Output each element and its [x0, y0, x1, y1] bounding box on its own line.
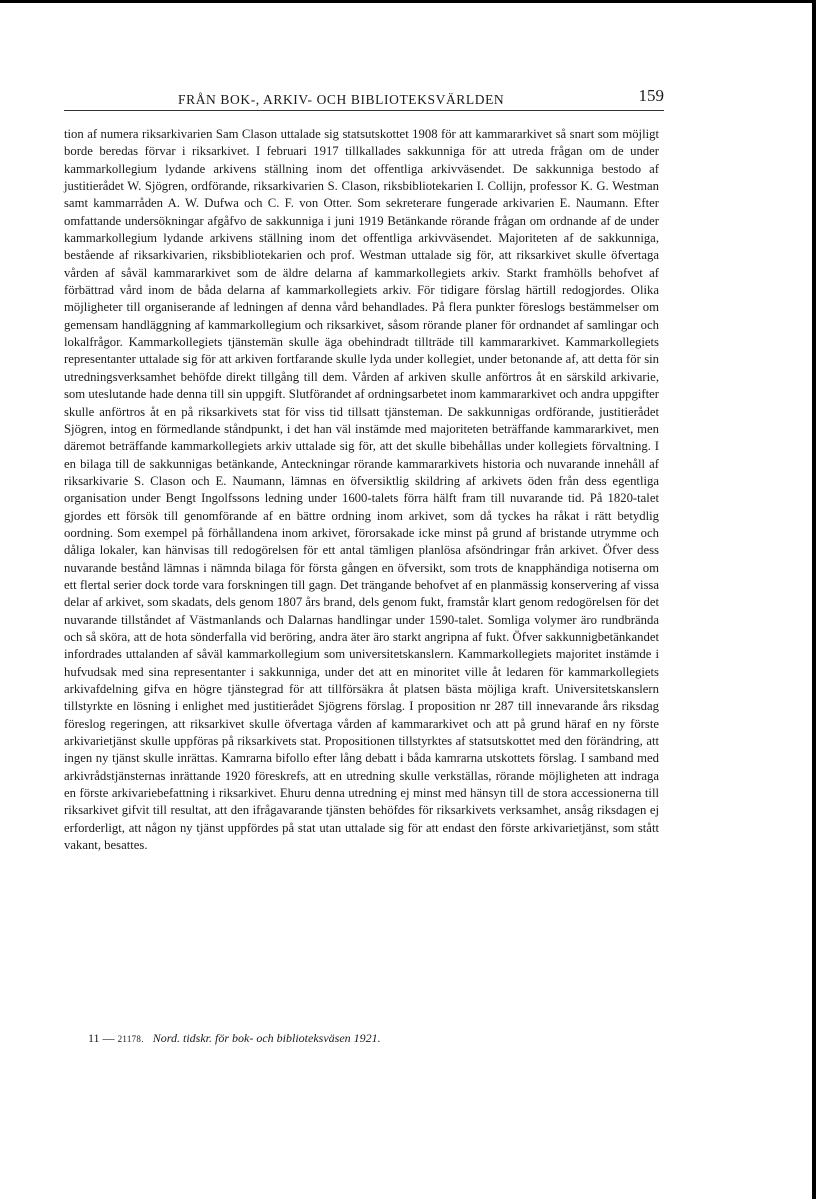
- signature-code: 21178.: [117, 1034, 144, 1044]
- scan-right-border: [812, 0, 816, 1199]
- page-number: 159: [638, 86, 664, 105]
- scan-top-border: [0, 0, 816, 3]
- page-footer: [88, 1031, 381, 1046]
- body-text: [64, 126, 659, 854]
- header-rule: [64, 110, 664, 111]
- sheet-number: 11 —: [88, 1031, 115, 1045]
- journal-title: Nord. tidskr. för bok- och biblioteksväsen 1921.: [152, 1031, 381, 1045]
- page-header: [64, 86, 664, 116]
- body-paragraph: tion af numera riksarkivarien Sam Clason uttalade sig statsutskottet 1908 för att kammararkivet så snart som möjligt borde beredas förvar i riksarkivet. I februari 1917 tillkallades sakkunniga för att utreda frågan om de under kammarkollegium lydande arkivens ställning inom det offentliga arkivväsendet. De sakkunniga bestodo af justitierådet W. Sjögren, ordförande, riksarkivarien S. Clason, riksbibliotekarien I. Collijn, professor K. G. Westman samt kammarråden A. W. Dufwa och C. F. von Otter. Som sekreterare fungerade arkivarien E. Naumann. Efter omfattande undersökningar afgåfvo de sakkunniga i juni 1919 Betänkande rörande frågan om ordnande af de under kammarkollegium lydande arkivens ställning inom det offentliga arkivväsendet. Majoriteten af de sakkunniga, bestående af riksarkivarien, riksbibliotekarien och prof. Westman uttalade sig för, att riksarkivet skulle öfvertaga vården af såväl kammararkivet som de äldre delarna af kammarkollegiets arkiv. Starkt framhölls behofvet af förbättrad vård inom de båda delarna af kammarkollegiets arkiv. För tidigare förslag härtill redogjordes. Olika möjligheter till organiserande af ledningen af denna vård behandlades. På flera punkter föreslogs bestämmelser om gemensam handläggning af kammarkollegium och riksarkivet, såsom rörande planer för ordnandet af samlingar och lokalfrågor. Kammarkollegiets tjänstemän skulle äga obehindradt tillträde till kammararkivet. Kammarkollegiets representanter uttalade sig för att arkiven fortfarande skulle lyda under kollegiet, under betonande af, att detta för sin utredningsverksamhet behöfde direkt tillgång till dem. Vården af arkiven skulle anförtros åt en särskild arkivarie, som uteslutande hade denna till sin uppgift. Slutförandet af ordningsarbetet inom kammararkivet och andra uppgifter skulle anförtros åt en på riksarkivets stat för viss tid tillsatt tjänsteman. De sakkunnigas ordförande, justitierådet Sjögren, intog en förmedlande ståndpunkt, i det han väl instämde med majoriteten beträffande kammararkivet, men däremot beträffande kammarkollegiets arkiv uttalade sig för, att det skulle bibehållas under kollegiets förvaltning. I en bilaga till de sakkunnigas betänkande, Anteckningar rörande kammararkivets historia och nuvarande innehåll af riksarkivarie S. Clason och E. Naumann, lämnas en öfversiktlig skildring af arkivets öden från dess egentliga organisation under Bengt Ingolfssons ledning under 1600-talets förra hälft fram till nuvarande tid. På 1820-talet gjordes ett försök till genomförande af en bättre ordning inom arkivet, som då tyckes ha råkat i rätt betydlig oordning. Som exempel på förhållandena inom arkivet, förorsakade icke minst på grund af bristande utrymme och dåliga lokaler, kan hänvisas till redogörelsen för ett antal tämligen planlösa afsöndringar från arkivet. Öfver dess nuvarande bestånd lämnas i nämnda bilaga för första gången en öfversikt, som trots de knapphändiga notiserna om ett flertal serier dock torde vara forskningen till gagn. Det trängande behofvet af en planmässig konservering af vissa delar af arkivet, som skadats, dels genom 1807 års brand, dels genom fukt, framstår klart genom redogörelsen för det nuvarande tillståndet af Västmanlands och Dalarnas handlingar under 1590-talet. Somliga volymer äro rundbrända och så sköra, att de hota sönderfalla vid beröring, andra äter äro starkt angripna af fukt. Öfver sakkunnigbetänkandet infordrades uttalanden af såväl kammarkollegium som universitetskanslern. Kammarkollegiets majoritet instämde i hufvudsak med sina representanter i sakkunniga, under det att en minoritet ville åt ledaren för kammarkollegiets arkivafdelning gifva en högre tjänstegrad för att tillförsäkra åt platsen bästa möjliga kraft. Universitetskanslern tillstyrkte en lösning i enlighet med justitierådet Sjögrens förslag. I proposition nr 287 till innevarande års riksdag föreslog regeringen, att riksarkivet skulle öfvertaga vården af kammararkivet och att på grund häraf en ny förste arkivarietjänst skulle uppföras på riksarkivets stat. Propositionen tillstyrktes af statsutskottet med den förändring, att ingen ny tjänst skulle inrättas. Kamrarna bifollo efter lång debatt i båda kamrarna utskottets förslag. I samband med arkivrådstjänsternas inrättande 1920 föreskrefs, att en utredning skulle verkställas, rörande möjligheten att indraga en förste arkivariebefattning i riksarkivet. Ehuru denna utredning ej minst med hänsyn till de stora accessionerna till riksarkivet gifvit till resultat, att den ifrågavarande tjänsten behöfdes för riksarkivets verksamhet, ansåg riksdagen ej erforderligt, att någon ny tjänst uppfördes på stat utan uttalade sig för att endast den förste arkivarietjänst, som stått vakant, besattes.: [64, 127, 659, 853]
- running-title: FRÅN BOK-, ARKIV- OCH BIBLIOTEKSVÄRLDEN: [178, 92, 505, 107]
